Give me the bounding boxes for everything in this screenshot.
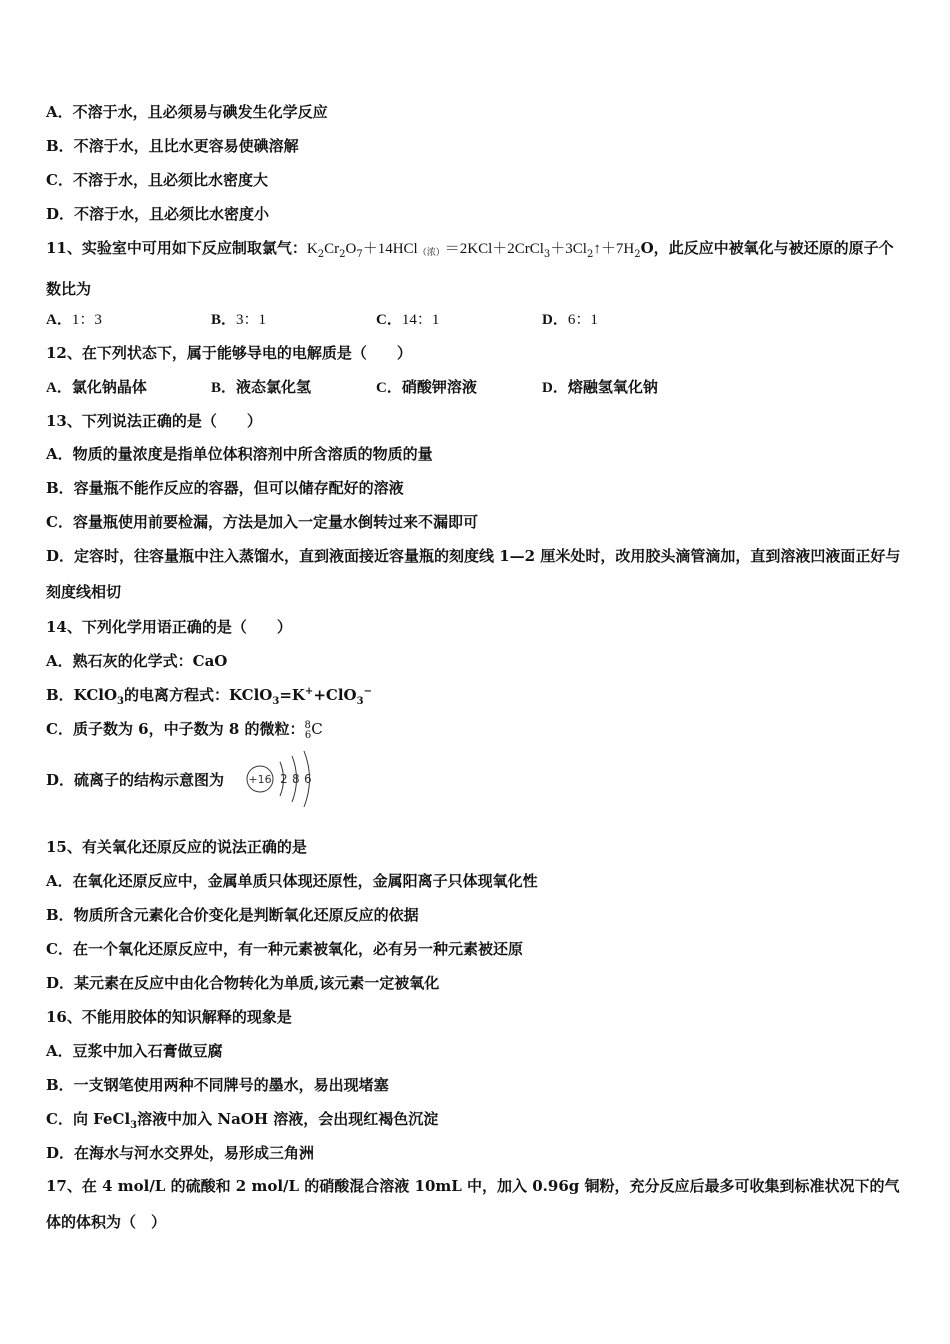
q11-sub: 2 — [317, 249, 325, 260]
q12-options — [46, 377, 906, 397]
q13-option-a: A．物质的量浓度是指单位体积溶剂中所含溶质的物质的量 — [46, 445, 433, 463]
shell-count: 6 — [304, 772, 312, 786]
q10-option-c: C．不溶于水，且必须比水密度大 — [46, 171, 268, 189]
q14-stem: 14、下列化学用语正确的是（ ） — [46, 618, 292, 636]
q13-option-d: D．定容时，往容量瓶中注入蒸馏水，直到液面接近容量瓶的刻度线 1—2 厘米处时，改用胶头滴管滴加，直到溶液凹液面正好与刻度线相切 — [46, 547, 901, 601]
q10-option-a: A．不溶于水，且必须易与碘发生化学反应 — [46, 103, 328, 121]
shell-count: 2 — [280, 772, 288, 786]
q11-tail: O，此反应中被氧化与被还原的原子个数比为 — [46, 239, 894, 298]
q11-eq: ＝2KCl＋2CrCl — [444, 241, 544, 257]
nucleus-label: +16 — [248, 773, 272, 786]
q16-stem: 16、不能用胶体的知识解释的现象是 — [46, 1008, 292, 1026]
q11-conc: （浓） — [417, 248, 445, 258]
q11-o: O — [345, 241, 357, 257]
q10-option-d: D．不溶于水，且必须比水密度小 — [46, 205, 270, 223]
q11-cr: Cr — [324, 241, 340, 257]
q12-option-c: C．硝酸钾溶液 — [376, 378, 477, 396]
q11-hcl: ＋14HCl — [362, 241, 418, 257]
q11-k: K — [306, 241, 318, 257]
q17-stem: 17、在 4 mol/L 的硫酸和 2 mol/L 的硝酸混合溶液 10mL 中，加入 0.96g 铜粉，充分反应后最多可收集到标准状况下的气体的体积为（ ） — [46, 1177, 900, 1231]
q12-option-d: D．熔融氢氧化钠 — [542, 378, 658, 396]
q15-option-c: C．在一个氧化还原反应中，有一种元素被氧化，必有另一种元素被还原 — [46, 940, 523, 958]
q11-cl: ＋3Cl — [550, 241, 587, 257]
q11-stem — [46, 230, 906, 307]
sulfur-ion-diagram — [244, 748, 316, 808]
q14-option-a: A．熟石灰的化学式：CaO — [46, 652, 228, 670]
q11-sub: 7 — [356, 249, 363, 260]
shell-count: 8 — [292, 772, 300, 786]
q10-option-b: B．不溶于水，且比水更容易使碘溶解 — [46, 137, 299, 155]
q15-stem: 15、有关氧化还原反应的说法正确的是 — [46, 838, 307, 856]
q14-option-c: C．质子数为 6，中子数为 8 的微粒：$^8_6$C — [46, 720, 323, 741]
q16-option-a: A．豆浆中加入石膏做豆腐 — [46, 1042, 223, 1060]
q15-option-d: D．某元素在反应中由化合物转化为单质,该元素一定被氧化 — [46, 974, 440, 992]
q16-option-b: B．一支钢笔使用两种不同牌号的墨水，易出现堵塞 — [46, 1076, 389, 1094]
q13-stem: 13、下列说法正确的是（ ） — [46, 412, 262, 430]
q11-option-a: A．1：3 — [46, 312, 102, 328]
q16-option-c: C．向 FeCl$_3$溶液中加入 NaOH 溶液，会出现红褐色沉淀 — [46, 1110, 439, 1131]
q11-arrow: ↑＋7H — [593, 241, 635, 257]
q15-option-a: A．在氧化还原反应中，金属单质只体现还原性，金属阳离子只体现氧化性 — [46, 872, 538, 890]
q14-option-d: D．硫离子的结构示意图为 +16 2 8 6 — [46, 760, 906, 800]
q13-option-c: C．容量瓶使用前要检漏，方法是加入一定量水倒转过来不漏即可 — [46, 513, 478, 531]
q11-option-d: D．6：1 — [542, 312, 598, 328]
q11-sub: 3 — [543, 249, 551, 260]
q11-option-b: B．3：1 — [211, 312, 267, 328]
q11-sub: 2 — [634, 249, 641, 260]
q15-option-b: B．物质所含元素化合价变化是判断氧化还原反应的依据 — [46, 906, 419, 924]
q16-option-d: D．在海水与河水交界处，易形成三角洲 — [46, 1144, 315, 1162]
q12-option-b: B．液态氯化氢 — [211, 378, 312, 396]
q11-prefix: 11、实验室中可用如下反应制取氯气： — [46, 239, 307, 257]
q11-option-c: C．14：1 — [376, 312, 440, 328]
q12-option-a: A．氯化钠晶体 — [46, 378, 147, 396]
q12-stem: 12、在下列状态下，属于能够导电的电解质是（ ） — [46, 344, 412, 362]
q11-options — [46, 309, 906, 329]
q11-sub: 2 — [586, 249, 594, 260]
q13-option-b: B．容量瓶不能作反应的容器，但可以储存配好的溶液 — [46, 479, 404, 497]
q14-option-b: B．KClO$_3$的电离方程式：KClO$_3$=K++ClO$_3$− — [46, 686, 372, 707]
q11-sub: 2 — [339, 249, 346, 260]
